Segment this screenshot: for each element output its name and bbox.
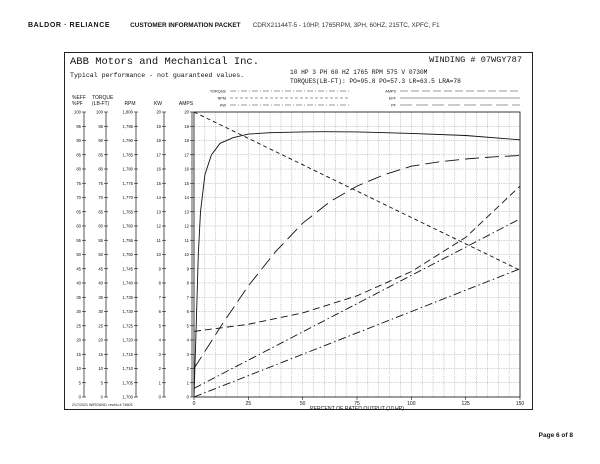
axis-tick-label: 20 xyxy=(156,109,161,115)
axis-tick-label: 60 xyxy=(98,223,103,229)
axis-tick-label: 1,700 xyxy=(122,394,133,400)
axis-label-kw: KW xyxy=(153,101,163,107)
axis-tick-label: 55 xyxy=(98,237,103,243)
header-title: CUSTOMER INFORMATION PACKET xyxy=(130,21,241,29)
axis-tick-label: 5 xyxy=(186,323,189,329)
axis-tick-label: 5 xyxy=(78,380,81,386)
axis-tick-label: 1,795 xyxy=(122,123,133,129)
axis-tick-label: 40 xyxy=(98,280,103,286)
axis-tick-label: 18 xyxy=(184,138,189,144)
axis-tick-label: 5 xyxy=(100,380,103,386)
axis-tick-label: 35 xyxy=(76,294,81,300)
axis-tick-label: 1,770 xyxy=(122,195,133,201)
axis-tick-label: 20 xyxy=(76,337,81,343)
x-tick-label: 0 xyxy=(192,401,196,407)
axis-tick-label: 17 xyxy=(184,152,189,158)
axis-tick-label: 45 xyxy=(76,266,81,272)
axis-tick-label: 60 xyxy=(76,223,81,229)
legend-label: KW xyxy=(219,103,226,108)
axis-tick-label: 1,785 xyxy=(122,152,133,158)
axis-tick-label: 7 xyxy=(158,294,161,300)
axis-tick-label: 50 xyxy=(98,252,103,258)
axis-tick-label: 1,725 xyxy=(122,323,133,329)
axis-tick-label: 30 xyxy=(98,309,103,315)
axis-tick-label: 0 xyxy=(186,394,189,400)
axis-tick-label: 80 xyxy=(98,166,103,172)
axis-tick-label: 1,715 xyxy=(122,351,133,357)
axis-tick-label: 6 xyxy=(186,309,189,315)
axis-tick-label: 25 xyxy=(76,323,81,329)
axis-tick-label: 8 xyxy=(158,280,161,286)
axis-tick-label: 8 xyxy=(186,280,189,286)
axis-tick-label: 1,765 xyxy=(122,209,133,215)
axis-tick-label: 50 xyxy=(76,252,81,258)
axis-tick-label: 75 xyxy=(98,180,103,186)
axis-label-torque: TORQUE xyxy=(92,95,114,101)
axis-tick-label: 1,735 xyxy=(122,294,133,300)
axis-tick-label: 11 xyxy=(184,237,189,243)
axis-tick-label: 6 xyxy=(158,309,161,315)
axis-tick-label: 65 xyxy=(76,209,81,215)
axis-tick-label: 45 xyxy=(98,266,103,272)
axis-tick-label: 17 xyxy=(156,152,161,158)
axis-tick-label: 1,775 xyxy=(122,180,133,186)
axis-tick-label: 12 xyxy=(156,223,161,229)
page-number: Page 6 of 8 xyxy=(538,432,573,439)
axis-tick-label: 10 xyxy=(76,366,81,372)
axis-label-torque-unit: (LB-FT) xyxy=(92,101,110,107)
axis-tick-label: 5 xyxy=(158,323,161,329)
axis-tick-label: 85 xyxy=(76,152,81,158)
axis-tick-label: 55 xyxy=(76,237,81,243)
axis-tick-label: 10 xyxy=(184,252,189,258)
axis-tick-label: 14 xyxy=(156,195,161,201)
x-tick-label: 25 xyxy=(245,401,252,407)
x-tick-label: 50 xyxy=(299,401,306,407)
axis-tick-label: 65 xyxy=(98,209,103,215)
motor-specs: 10 HP 3 PH 60 HZ 1765 RPM 575 V 0730M xyxy=(290,69,428,76)
axis-tick-label: 13 xyxy=(156,209,161,215)
axis-tick-label: 2 xyxy=(186,366,189,372)
axis-tick-label: 10 xyxy=(98,366,103,372)
axis-tick-label: 20 xyxy=(98,337,103,343)
axis-tick-label: 1,710 xyxy=(122,366,133,372)
axis-label-amps: AMPS xyxy=(178,101,194,107)
axis-tick-label: 40 xyxy=(76,280,81,286)
legend-label: AMPS xyxy=(385,89,396,94)
axis-tick-label: 18 xyxy=(156,138,161,144)
axis-tick-label: 3 xyxy=(158,351,161,357)
x-tick-label: 125 xyxy=(461,401,470,407)
typical-note: Typical performance - not guaranteed values. xyxy=(70,72,245,79)
legend-label: TORQUE xyxy=(209,89,226,94)
legend-label: RPM xyxy=(217,96,226,101)
axis-tick-label: 0 xyxy=(158,394,161,400)
axis-tick-label: 1,760 xyxy=(122,223,133,229)
axis-tick-label: 13 xyxy=(184,209,189,215)
brand-logo: BALDOR · RELIANCE xyxy=(28,21,111,29)
axis-tick-label: 14 xyxy=(184,195,189,201)
axis-tick-label: 4 xyxy=(186,337,189,343)
axis-tick-label: 1,705 xyxy=(122,380,133,386)
header-subtitle: CDRX21144T-5 - 10HP, 1765RPM, 3PH, 60HZ, 215TC, XPFC, F1 xyxy=(252,21,440,29)
axis-tick-label: 3 xyxy=(186,351,189,357)
axis-tick-label: 9 xyxy=(186,266,189,272)
x-tick-label: 100 xyxy=(407,401,416,407)
axis-tick-label: 1 xyxy=(186,380,189,386)
footer-note: 2/17/2021 W/ROUND, rev/no # 74603 xyxy=(72,403,133,407)
axis-tick-label: 90 xyxy=(98,138,103,144)
axis-tick-label: 75 xyxy=(76,180,81,186)
axis-tick-label: 80 xyxy=(76,166,81,172)
axis-tick-label: 25 xyxy=(98,323,103,329)
axis-tick-label: 0 xyxy=(78,394,81,400)
axis-tick-label: 15 xyxy=(98,351,103,357)
axis-tick-label: 1,800 xyxy=(122,109,133,115)
axis-tick-label: 1,740 xyxy=(122,280,133,286)
axis-tick-label: 95 xyxy=(98,123,103,129)
axis-label-rpm: RPM xyxy=(124,101,136,107)
axis-tick-label: 85 xyxy=(98,152,103,158)
axis-tick-label: 12 xyxy=(184,223,189,229)
x-tick-label: 150 xyxy=(515,401,525,407)
axis-tick-label: 16 xyxy=(156,166,161,172)
axis-tick-label: 1,720 xyxy=(122,337,133,343)
axis-tick-label: 1,790 xyxy=(122,138,133,144)
axis-tick-label: 95 xyxy=(76,123,81,129)
axis-tick-label: 15 xyxy=(156,180,161,186)
axis-tick-label: 70 xyxy=(76,195,81,201)
x-axis-label: PERCENT OF RATED OUTPUT (10 HP) xyxy=(310,406,404,412)
axis-tick-label: 11 xyxy=(156,237,161,243)
axis-tick-label: 19 xyxy=(156,123,161,129)
axis-tick-label: 0 xyxy=(100,394,103,400)
axis-tick-label: 1 xyxy=(158,380,161,386)
axis-tick-label: 1,780 xyxy=(122,166,133,172)
x-tick-label: 75 xyxy=(354,401,360,407)
axis-tick-label: 1,750 xyxy=(122,252,133,258)
axis-tick-label: 70 xyxy=(98,195,103,201)
company-name: ABB Motors and Mechanical Inc. xyxy=(70,56,260,68)
axis-tick-label: 7 xyxy=(186,294,189,300)
axis-tick-label: 16 xyxy=(184,166,189,172)
axis-tick-label: 100 xyxy=(74,109,81,115)
legend-label: PF xyxy=(391,103,396,108)
axis-label-pf: %PF xyxy=(72,101,83,107)
axis-tick-label: 100 xyxy=(96,109,103,115)
winding-number: WINDING # 07WGY787 xyxy=(429,55,522,65)
axis-tick-label: 15 xyxy=(76,351,81,357)
axis-tick-label: 19 xyxy=(184,123,189,129)
axis-tick-label: 9 xyxy=(158,266,161,272)
axis-tick-label: 1,755 xyxy=(122,237,133,243)
legend-label: EFF xyxy=(388,96,396,101)
axis-label-eff: %EFF xyxy=(72,95,86,101)
axis-tick-label: 90 xyxy=(76,138,81,144)
axis-tick-label: 1,730 xyxy=(122,309,133,315)
axis-tick-label: 2 xyxy=(158,366,161,372)
axis-tick-label: 4 xyxy=(158,337,161,343)
axis-tick-label: 10 xyxy=(156,252,161,258)
axis-tick-label: 20 xyxy=(184,109,189,115)
axis-tick-label: 1,745 xyxy=(122,266,133,272)
axis-tick-label: 35 xyxy=(98,294,103,300)
axis-tick-label: 30 xyxy=(76,309,81,315)
torque-specs: TORQUES(LB-FT): PO=95.8 PO=57.3 LR=63.5 LRA=78 xyxy=(290,78,461,85)
axis-tick-label: 15 xyxy=(184,180,189,186)
